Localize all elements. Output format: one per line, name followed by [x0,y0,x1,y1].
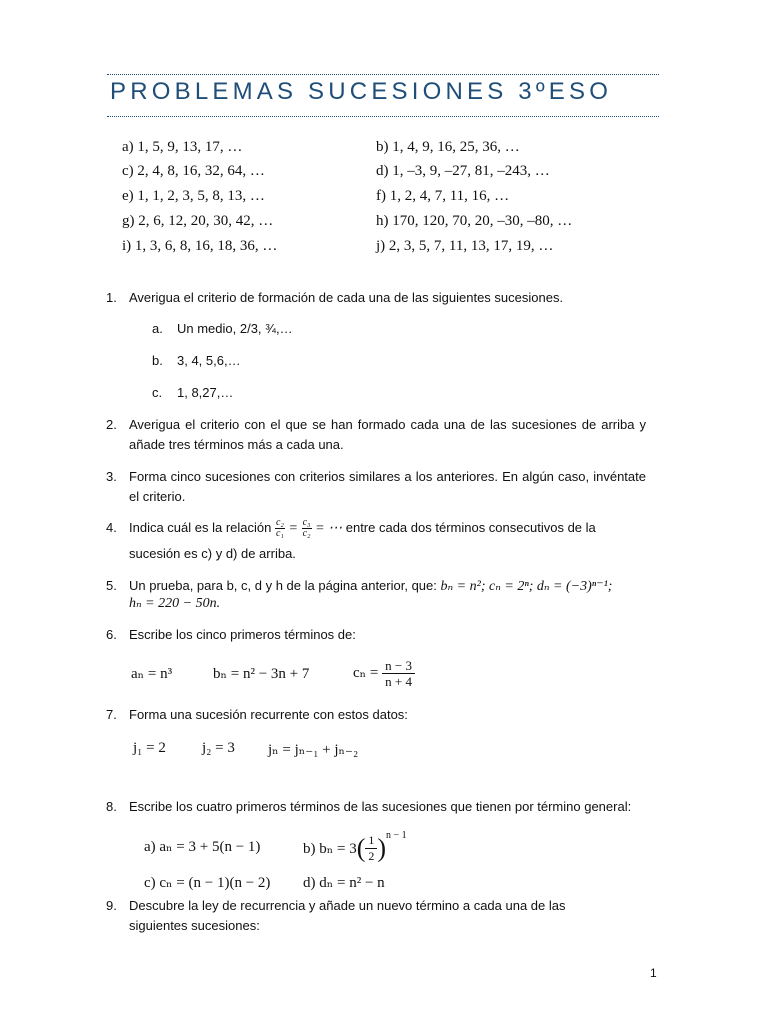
sequence-j: j) 2, 3, 5, 7, 11, 13, 17, 19, … [376,238,554,254]
question-number: 2. [106,417,117,432]
formula-8b: b) bₙ = 3( $\frac{1}{2}$ )$^{n - 1}$ [303,830,407,864]
page-number: 1 [650,966,657,980]
question-text: Escribe los cinco primeros términos de: [129,627,356,642]
sequence-g: g) 2, 6, 12, 20, 30, 42, … [122,213,274,229]
ratio-fraction-1: $\frac{\text{c₂}}{\text{c₁}}$ [275,517,284,540]
question-number: 1. [106,290,117,305]
sequence-c: c) 2, 4, 8, 16, 32, 64, … [122,163,265,179]
question-text-tail: entre cada dos términos consecutivos de la [345,520,596,535]
question-number: 5. [106,578,117,593]
formula-h: hₙ = 220 − 50n. [129,596,221,611]
sequence-a: a) 1, 5, 9, 13, 17, … [122,139,243,155]
item-label: b. [152,353,163,368]
title-rule-top [107,74,659,75]
question-text-line2: sucesión es c) y d) de arriba. [129,546,296,561]
formula-8a: a) aₙ = 3 + 5(n − 1) [144,839,261,855]
ratio-fraction-2: $\frac{\text{c₃}}{\text{c₂}}$ [302,517,311,540]
question-number: 3. [106,469,117,484]
item-label: a. [152,321,163,336]
item-text: 1, 8,27,… [177,385,234,400]
question-number: 8. [106,799,117,814]
q1-item-b [152,353,241,368]
sequence-b: b) 1, 4, 9, 16, 25, 36, … [376,139,520,155]
question-text: Forma una sucesión recurrente con estos datos: [129,707,408,722]
formula-8c: c) cₙ = (n − 1)(n − 2) [144,875,271,891]
formula-jn: jₙ = jₙ₋₁ + jₙ₋₂ [268,742,359,758]
item-text: 3, 4, 5,6,… [177,353,241,368]
question-text: Escribe los cuatro primeros términos de las sucesiones que tienen por término general: [129,799,632,814]
formula-j2: j₂ = 3 [202,740,235,756]
sequence-h: h) 170, 120, 70, 20, –30, –80, … [376,213,573,229]
title-rule-bottom [107,116,659,117]
question-text: Indica cuál es la relación [129,520,272,535]
formula-j1: j₁ = 2 [133,740,166,756]
q1-item-a [152,321,293,336]
formula-c-fraction: $\frac{n - 3}{n + 4}$ [382,658,415,689]
question-text: Averigua el criterio de formación de cada una de las siguientes sucesiones. [129,290,564,305]
formula-c-n: cₙ = $\frac{n - 3}{n + 4}$ [353,658,415,689]
page-title: PROBLEMAS SUCESIONES 3ºESO [110,78,613,105]
item-text: Un medio, 2/3, ¾,… [177,321,293,336]
formula-a-n: aₙ = n³ [131,666,173,682]
q1-item-c [152,385,233,400]
question-number: 4. [106,520,117,535]
question-text: Forma cinco sucesiones con criterios similares a los anteriores. En algún caso, invéntate el criterio. [129,469,646,504]
sequence-d: d) 1, –3, 9, –27, 81, –243, … [376,163,550,179]
question-text: Averigua el criterio con el que se han formado cada una de las sucesiones de arriba y añade tres términos más a cada una. [129,417,646,452]
sequence-f: f) 1, 2, 4, 7, 11, 16, … [376,188,510,204]
ratio-ellipsis: = ⋯ [315,521,343,536]
question-text: Un prueba, para b, c, d y h de la página anterior, que: [129,578,437,593]
formula-bcd: bₙ = n²; cₙ = 2ⁿ; dₙ = (−3)ⁿ⁻¹; [440,579,613,594]
question-number: 7. [106,707,117,722]
question-text: Descubre la ley de recurrencia y añade un nuevo término a cada una de las siguientes sucesiones: [129,898,566,933]
formula-b-n: bₙ = n² − 3n + 7 [213,666,310,682]
formula-8d: d) dₙ = n² − n [303,875,385,891]
item-label: c. [152,385,163,400]
question-number: 6. [106,627,117,642]
sequence-i: i) 1, 3, 6, 8, 16, 18, 36, … [122,238,278,254]
sequence-e: e) 1, 1, 2, 3, 5, 8, 13, … [122,188,265,204]
question-number: 9. [106,898,117,913]
